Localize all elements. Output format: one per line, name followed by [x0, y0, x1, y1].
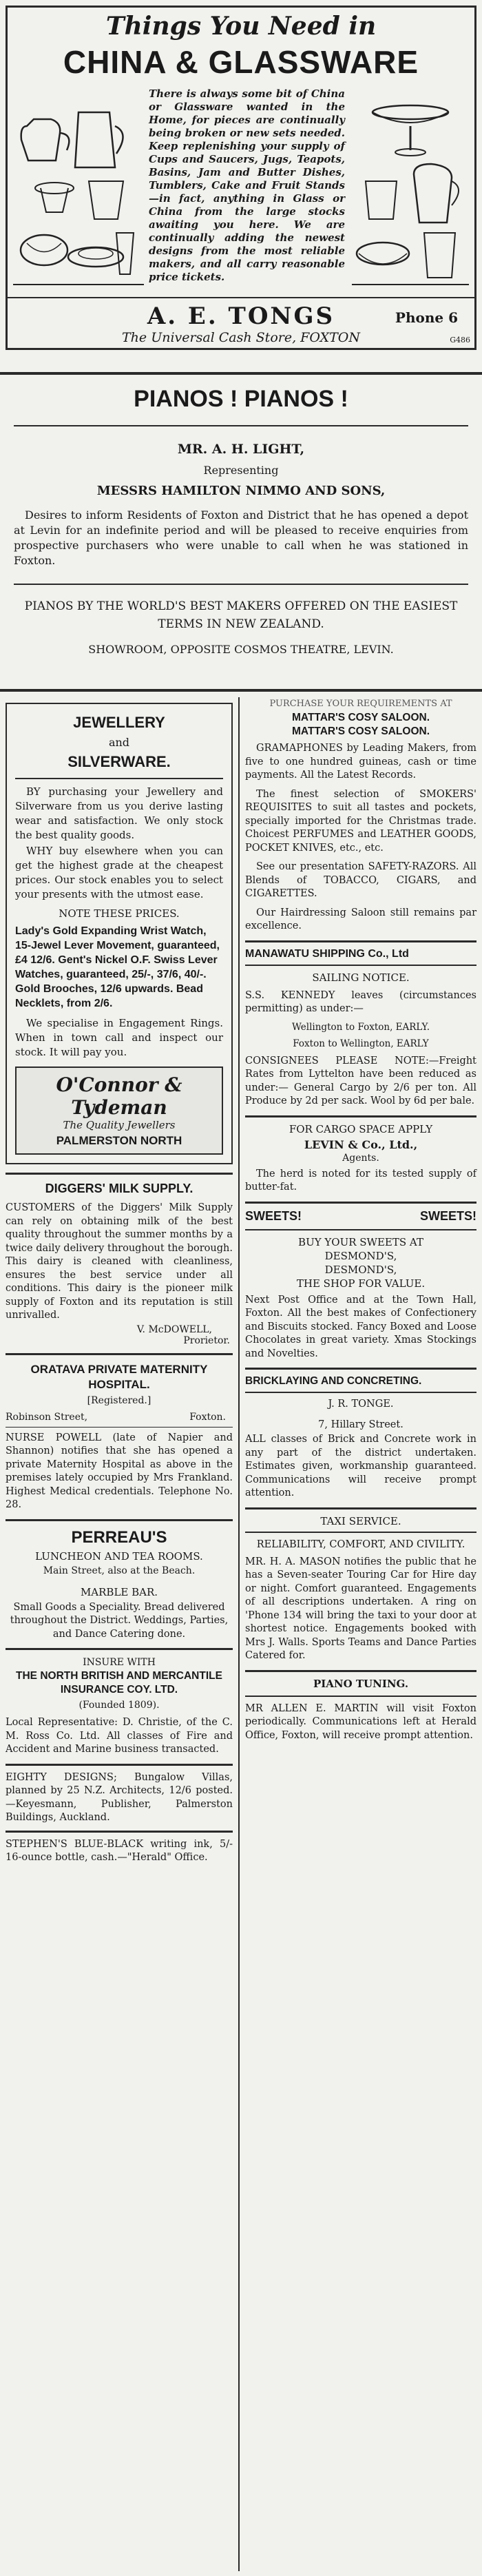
jewellery-p2: WHY buy elsewhere when you can get the highest grade at the cheapest prices. Our stock enables you to select your presents with the utmost ease. [15, 845, 223, 900]
oratava-title: ORATAVA PRIVATE MATERNITY HOSPITAL. [30, 1362, 208, 1391]
left-column [6, 703, 233, 1865]
taxi-ad [245, 1507, 476, 1663]
mattar-p3: See our presentation SAFETY-RAZORS. All Blends of TOBACCO, CIGARS, and CIGARETTES. [245, 861, 476, 899]
china-body-text: There is always some bit of China or Glassware wanted in the Home, for pieces are continually being broken or new sets needed. Keep replenishing your supply of Cups and Saucers, Jugs, Teapots, Basins, Jam and Butter Dishes, Tumblers, Cake and Fruit Stands—in fact, anything in Glass or China from the large stocks awaiting you here. We are continually adding the newest designs from the most reliable makers, and all carry reasonable price tickets. [149, 87, 345, 283]
shipping-ad [245, 940, 476, 1109]
levin-l3: Agents. [342, 1152, 379, 1164]
right-column [245, 699, 476, 1742]
sweets-l3: DESMOND'S, [324, 1263, 397, 1276]
jewellers-logo-name: O'Connor & Tydeman [56, 1073, 182, 1119]
brick-title: BRICKLAYING AND CONCRETING. [245, 1375, 422, 1387]
shipping-route1: Wellington to Foxton, EARLY. [292, 1021, 430, 1033]
perreau-addr: Main Street, also at the Beach. [43, 1565, 196, 1576]
perreau-body: Small Goods a Speciality. Bread delivered throughout the District. Weddings, Parties, and Dance Catering done. [10, 1601, 229, 1640]
brick-addr: 7, Hillary Street. [318, 1419, 404, 1430]
levin-ad [245, 1115, 476, 1195]
column-divider [238, 697, 240, 2571]
jewellery-and: and [108, 736, 130, 749]
designs-body: EIGHTY DESIGNS; Bungalow Villas, planned by 25 N.Z. Architects, 12/6 posted.—Keyesmann, Publisher, Palmerston Buildings, Auckland. [6, 1771, 233, 1823]
china-divider [8, 297, 474, 298]
jewellery-p1: BY purchasing your Jewellery and Silverware from us you derive lasting wear and satisfaction. We only stock the best quality goods. [15, 785, 223, 841]
mattar-p4: Our Hairdressing Saloon still remains par excellence. [245, 907, 476, 931]
taxi-title: TAXI SERVICE. [320, 1514, 401, 1527]
perreau-ad [6, 1519, 233, 1642]
jewellery-note: NOTE THESE PRICES. [59, 907, 180, 920]
milk-role: Prorietor. [183, 1335, 230, 1346]
mattar-title2: MATTAR'S COSY SALOON. [291, 725, 430, 737]
shipping-p2: CONSIGNEES PLEASE NOTE:—Freight Rates from Lyttelton have been reduced as under:— General Cargo by 2/6 per ton. All Produce by 2d per sack. Wool by 6d per bale. [245, 1055, 476, 1106]
oratava-reg: [Registered.] [87, 1394, 151, 1406]
pianos-title: PIANOS ! PIANOS ! [134, 386, 348, 412]
mattar-title1: MATTAR'S COSY SALOON. [291, 712, 430, 723]
brick-ad [245, 1368, 476, 1501]
levin-body: The herd is noted for its tested supply of butter-fat. [245, 1168, 476, 1193]
sweets-l4: THE SHOP FOR VALUE. [296, 1277, 426, 1290]
milk-title: DIGGERS' MILK SUPPLY. [45, 1182, 193, 1195]
insurance-founded: (Founded 1809). [78, 1700, 160, 1711]
milk-body: CUSTOMERS of the Diggers' Milk Supply can rely on obtaining milk of the best quality throughout the summer months by a twice daily delivery throughout the borough. This dairy is cleaned with cleanliness, ensures the best service under all conditions. This dairy is the pioneer milk supply of Foxton and its reputation is still unrivalled. [6, 1202, 233, 1321]
tuning-title: PIANO TUNING. [313, 1677, 409, 1690]
china-code: G486 [450, 336, 470, 344]
china-title-line2: CHINA & GLASSWARE [63, 44, 419, 80]
taxi-body: MR. H. A. MASON notifies the public that he has a Seven-seater Touring Car for Hire day or night. Comfort guaranteed. Engagements of all descriptions undertaken. A ring on 'Phone 134 will bring the taxi to your door at shortest notice. Engagements booked with Mrs J. Walls. Sports Teams and Dance Parties Catered for. [245, 1556, 476, 1661]
perreau-title: PERREAU'S [71, 1527, 167, 1547]
ink-ad [6, 1831, 233, 1865]
china-title-line1: Things You Need in [105, 12, 377, 41]
mattar-ad [245, 699, 476, 934]
taxi-sub: RELIABILITY, COMFORT, AND CIVILITY. [256, 1538, 465, 1550]
insurance-l2: THE NORTH BRITISH AND MERCANTILE INSURANCE COY. LTD. [16, 1670, 222, 1696]
china-jugs-illustration [13, 85, 144, 291]
milk-ad [6, 1173, 233, 1346]
insurance-ad [6, 1648, 233, 1757]
jewellery-title: JEWELLERY [73, 714, 165, 731]
designs-ad [6, 1764, 233, 1825]
china-phone: Phone 6 [395, 309, 458, 326]
jewellers-logo-sub: The Quality Jewellers [63, 1119, 176, 1131]
china-store-line: The Universal Cash Store, FOXTON [122, 330, 360, 345]
sweets-l1: BUY YOUR SWEETS AT [298, 1235, 423, 1248]
ink-body: STEPHEN'S BLUE-BLACK writing ink, 5/- 16-ounce bottle, cash.—"Herald" Office. [6, 1838, 233, 1863]
insurance-body: Local Representative: D. Christie, of the C. M. Ross Co. Ltd. All classes of Fire and Accident and Marine business transacted. [6, 1717, 233, 1755]
insurance-l1: INSURE WITH [83, 1657, 156, 1668]
perreau-sub: LUNCHEON AND TEA ROOMS. [35, 1549, 203, 1563]
mattar-p1: GRAMAPHONES by Leading Makers, from five to one hundred guineas, cash or time payments. All the Latest Records. [245, 743, 476, 781]
levin-l1: FOR CARGO SPACE APPLY [289, 1122, 433, 1135]
sweets-left: SWEETS! [245, 1208, 302, 1223]
brick-name: J. R. TONGE. [328, 1399, 394, 1410]
section-rule [0, 689, 482, 692]
oratava-street: Robinson Street, [6, 1411, 88, 1423]
perreau-bar: MARBLE BAR. [80, 1585, 158, 1598]
pianos-body: Desires to inform Residents of Foxton and District that he has opened a depot at Levin for an indefinite period and will be pleased to receive enquiries from prospective purchasers who were unable to call when he was stationed in Foxton. [14, 508, 468, 567]
sweets-right: SWEETS! [419, 1208, 476, 1223]
milk-sign: V. McDOWELL, [136, 1323, 212, 1335]
sweets-body: Next Post Office and at the Town Hall, Foxton. All the best makes of Confectionery and Biscuits stocked. Fancy Boxed and Loose Chocolates in great variety. Xmas Stockings and Novelties. [245, 1294, 476, 1359]
jewellery-ad [6, 703, 233, 1164]
shipping-route2: Foxton to Wellington, EARLY [293, 1038, 429, 1049]
pianos-best: PIANOS BY THE WORLD'S BEST MAKERS OFFERED ON THE EASIEST TERMS IN NEW ZEALAND. [24, 599, 458, 631]
oratava-town: Foxton. [189, 1411, 226, 1423]
jewellers-logo-town: PALMERSTON NORTH [56, 1134, 182, 1147]
pianos-showroom: SHOWROOM, OPPOSITE COSMOS THEATRE, LEVIN. [88, 643, 394, 656]
jewellery-p3: We specialise in Engagement Rings. When in town call and inspect our stock. It will pay you. [15, 1017, 223, 1058]
shipping-title: MANAWATU SHIPPING Co., Ltd [245, 947, 409, 960]
jewellery-title2: SILVERWARE. [67, 753, 171, 770]
pianos-rep: Representing [203, 464, 279, 477]
oratava-ad [6, 1353, 233, 1512]
china-shop-name: A. E. TONGS [147, 302, 335, 330]
shipping-p1: S.S. KENNEDY leaves (circumstances permitting) as under:— [245, 989, 476, 1014]
jewellers-logo [15, 1067, 223, 1155]
china-glassware-ad [6, 6, 476, 350]
pianos-ad [14, 386, 468, 656]
tuning-body: MR ALLEN E. MARTIN will visit Foxton periodically. Communications left at Herald Office, Foxton, will receive prompt attention. [245, 1702, 476, 1741]
mattar-top: PURCHASE YOUR REQUIREMENTS AT [269, 699, 452, 709]
section-rule [0, 372, 482, 375]
jewellery-prices: Lady's Gold Expanding Wrist Watch, 15-Jewel Lever Movement, guaranteed, £4 12/6. Gent's Nickel O.F. Swiss Lever Watches, guaranteed, 25/-, 37/6, 40/-. Gold Brooches, 12/6 upwards. Bead Necklets, from 2/6. [15, 925, 220, 1009]
mattar-p2: The finest selection of SMOKERS' REQUISITES to suit all tastes and pockets, specially imported for the Christmas trade. Choicest PERFUMES and LEATHER GOODS, POCKET KNIVES, etc., etc. [245, 788, 476, 854]
oratava-body: NURSE POWELL (late of Napier and Shannon) notifies that she has opened a private Maternity Hospital as above in the premises lately occupied by Mrs Frankland. Highest Medical credentials. Telephone No. 28. [6, 1432, 233, 1510]
sweets-l2: DESMOND'S, [324, 1249, 397, 1262]
shipping-sailing: SAILING NOTICE. [312, 971, 410, 984]
tuning-ad [245, 1670, 476, 1743]
pianos-name: MR. A. H. LIGHT, [177, 442, 305, 457]
levin-l2: LEVIN & Co., Ltd., [304, 1137, 418, 1151]
brick-body: ALL classes of Brick and Concrete work in any part of the district undertaken. Estimates given, workmanship guaranteed. Communications will receive prompt attention. [245, 1434, 476, 1498]
china-stands-illustration [352, 85, 469, 291]
sweets-ad [245, 1202, 476, 1361]
pianos-firm: MESSRS HAMILTON NIMMO AND SONS, [96, 484, 386, 498]
